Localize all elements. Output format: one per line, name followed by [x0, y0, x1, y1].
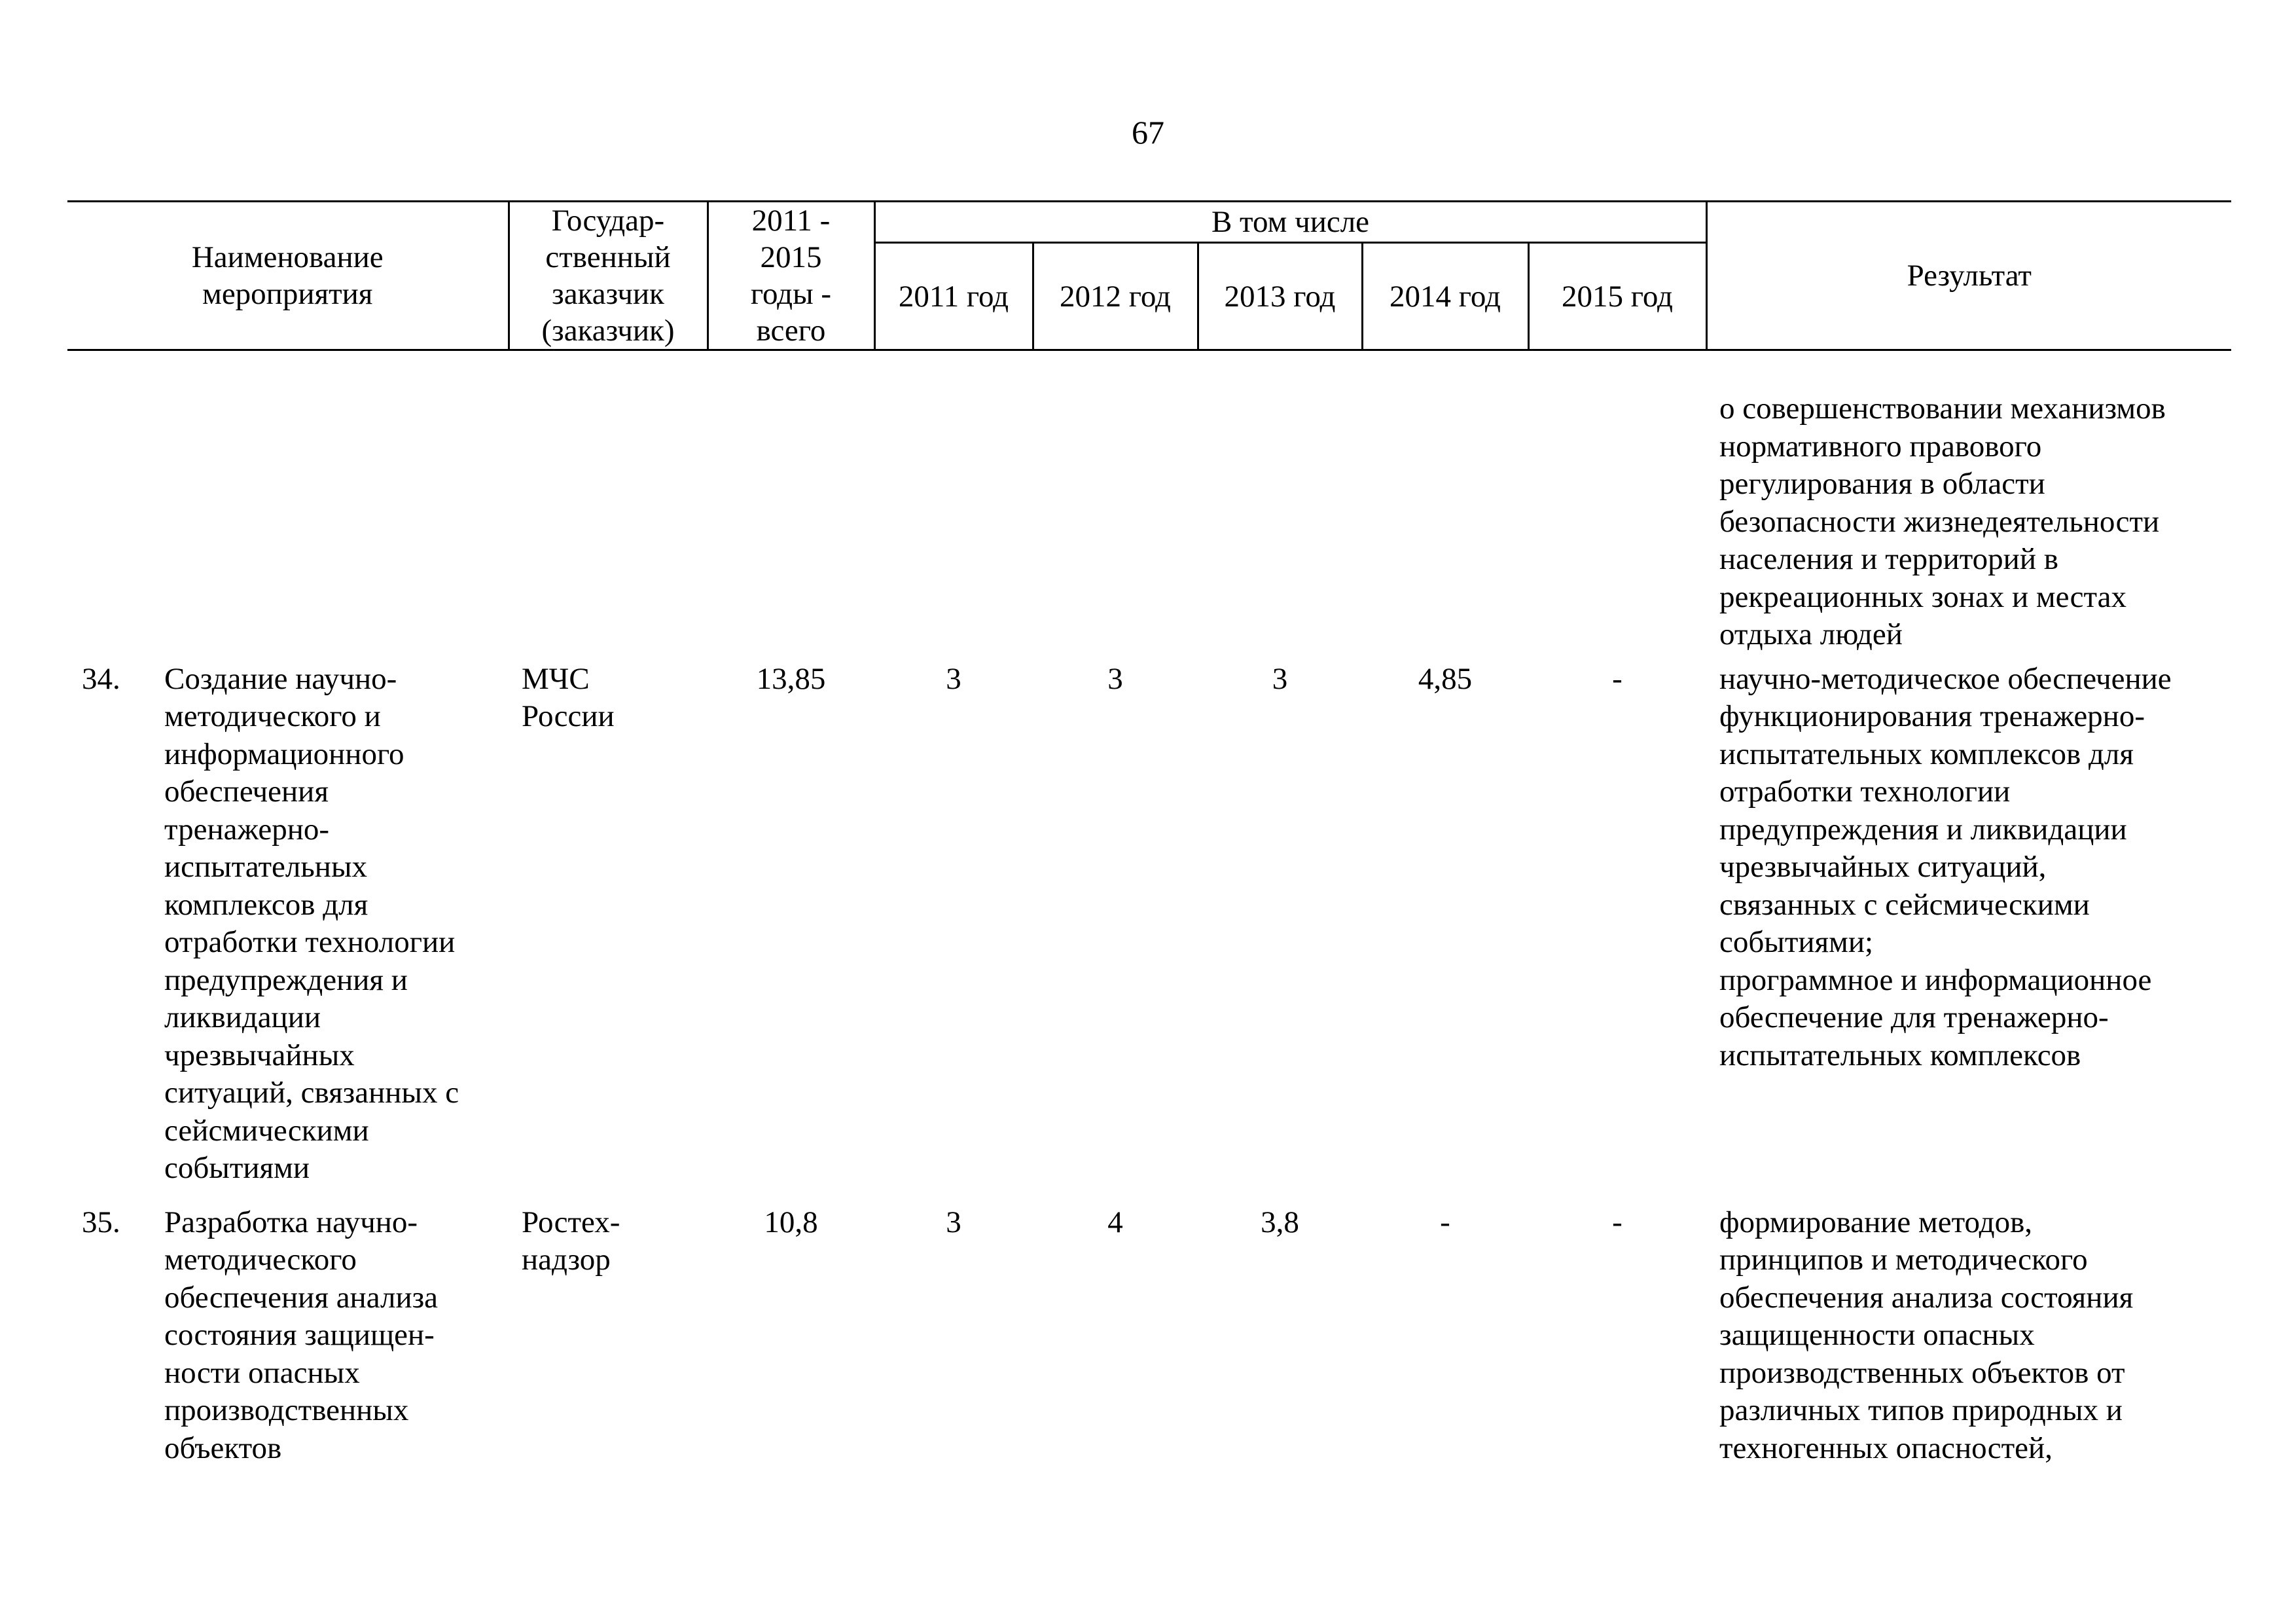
table-header: [67, 202, 2231, 350]
value-2012: 3: [1107, 661, 1123, 696]
activity-name: Создание научно- методического и информационного обеспечения тренажерно- испытательных комплексов для отработки технологии предупреждения и ликвидации чрезвычайных ситуаций, связанных с сейсмическими событиями: [164, 661, 459, 1185]
header-year-2011: 2011 год: [874, 243, 1033, 350]
value-2014: 4,85: [1418, 661, 1473, 696]
value-2015: -: [1612, 1205, 1623, 1239]
program-table: [67, 200, 2231, 1467]
header-year-2015: 2015 год: [1528, 243, 1706, 350]
header-year-2013: 2013 год: [1198, 243, 1362, 350]
result-text: формирование методов, принципов и методического обеспечения анализа состояния защищенности опасных производственных объектов от различных типов природных и техногенных опасностей,: [1719, 1205, 2134, 1465]
table-body: [67, 350, 2231, 1468]
header-name: Наименование мероприятия: [67, 202, 509, 350]
value-2011: 3: [946, 1205, 961, 1239]
row-number: 35.: [82, 1205, 120, 1239]
program-table-sheet: [67, 200, 2231, 1467]
header-customer: Государ- ственный заказчик (заказчик): [509, 202, 708, 350]
state-customer: Ростех- надзор: [522, 1205, 620, 1277]
header-total: 2011 - 2015 годы - всего: [708, 202, 874, 350]
value-2015: -: [1612, 661, 1623, 696]
total-value: 13,85: [756, 661, 826, 696]
table-row: [67, 654, 2231, 1188]
activity-name: Разработка научно- методического обеспечения анализа состояния защищен- ности опасных производственных объектов: [164, 1205, 439, 1465]
value-2013: 3,8: [1261, 1205, 1299, 1239]
state-customer: МЧС России: [522, 661, 615, 733]
header-year-2014: 2014 год: [1362, 243, 1528, 350]
value-2011: 3: [946, 661, 961, 696]
total-value: 10,8: [764, 1205, 818, 1239]
header-including-group: В том числе: [874, 202, 1706, 243]
header-result: Результат: [1706, 202, 2231, 350]
row-number: 34.: [82, 661, 120, 696]
page-number: 67: [1132, 114, 1164, 151]
value-2013: 3: [1272, 661, 1288, 696]
value-2014: -: [1440, 1205, 1450, 1239]
table-row: [67, 1188, 2231, 1468]
value-2012: 4: [1107, 1205, 1123, 1239]
continuation-row: [67, 350, 2231, 654]
result-text: научно-методическое обеспечение функционирования тренажерно- испытательных комплексов для отработки технологии предупреждения и ликвидации чрезвычайных ситуаций, связанных с сейсмическими событиями; программное и информационное обеспечение для тренажерно- испытательных комплексов: [1719, 661, 2172, 1072]
continuation-result: о совершенствовании механизмов нормативного правового регулирования в области безопасности жизнедеятельности населения и территорий в рекреационных зонах и местах отдыха людей: [1719, 392, 2166, 651]
header-year-2012: 2012 год: [1033, 243, 1198, 350]
